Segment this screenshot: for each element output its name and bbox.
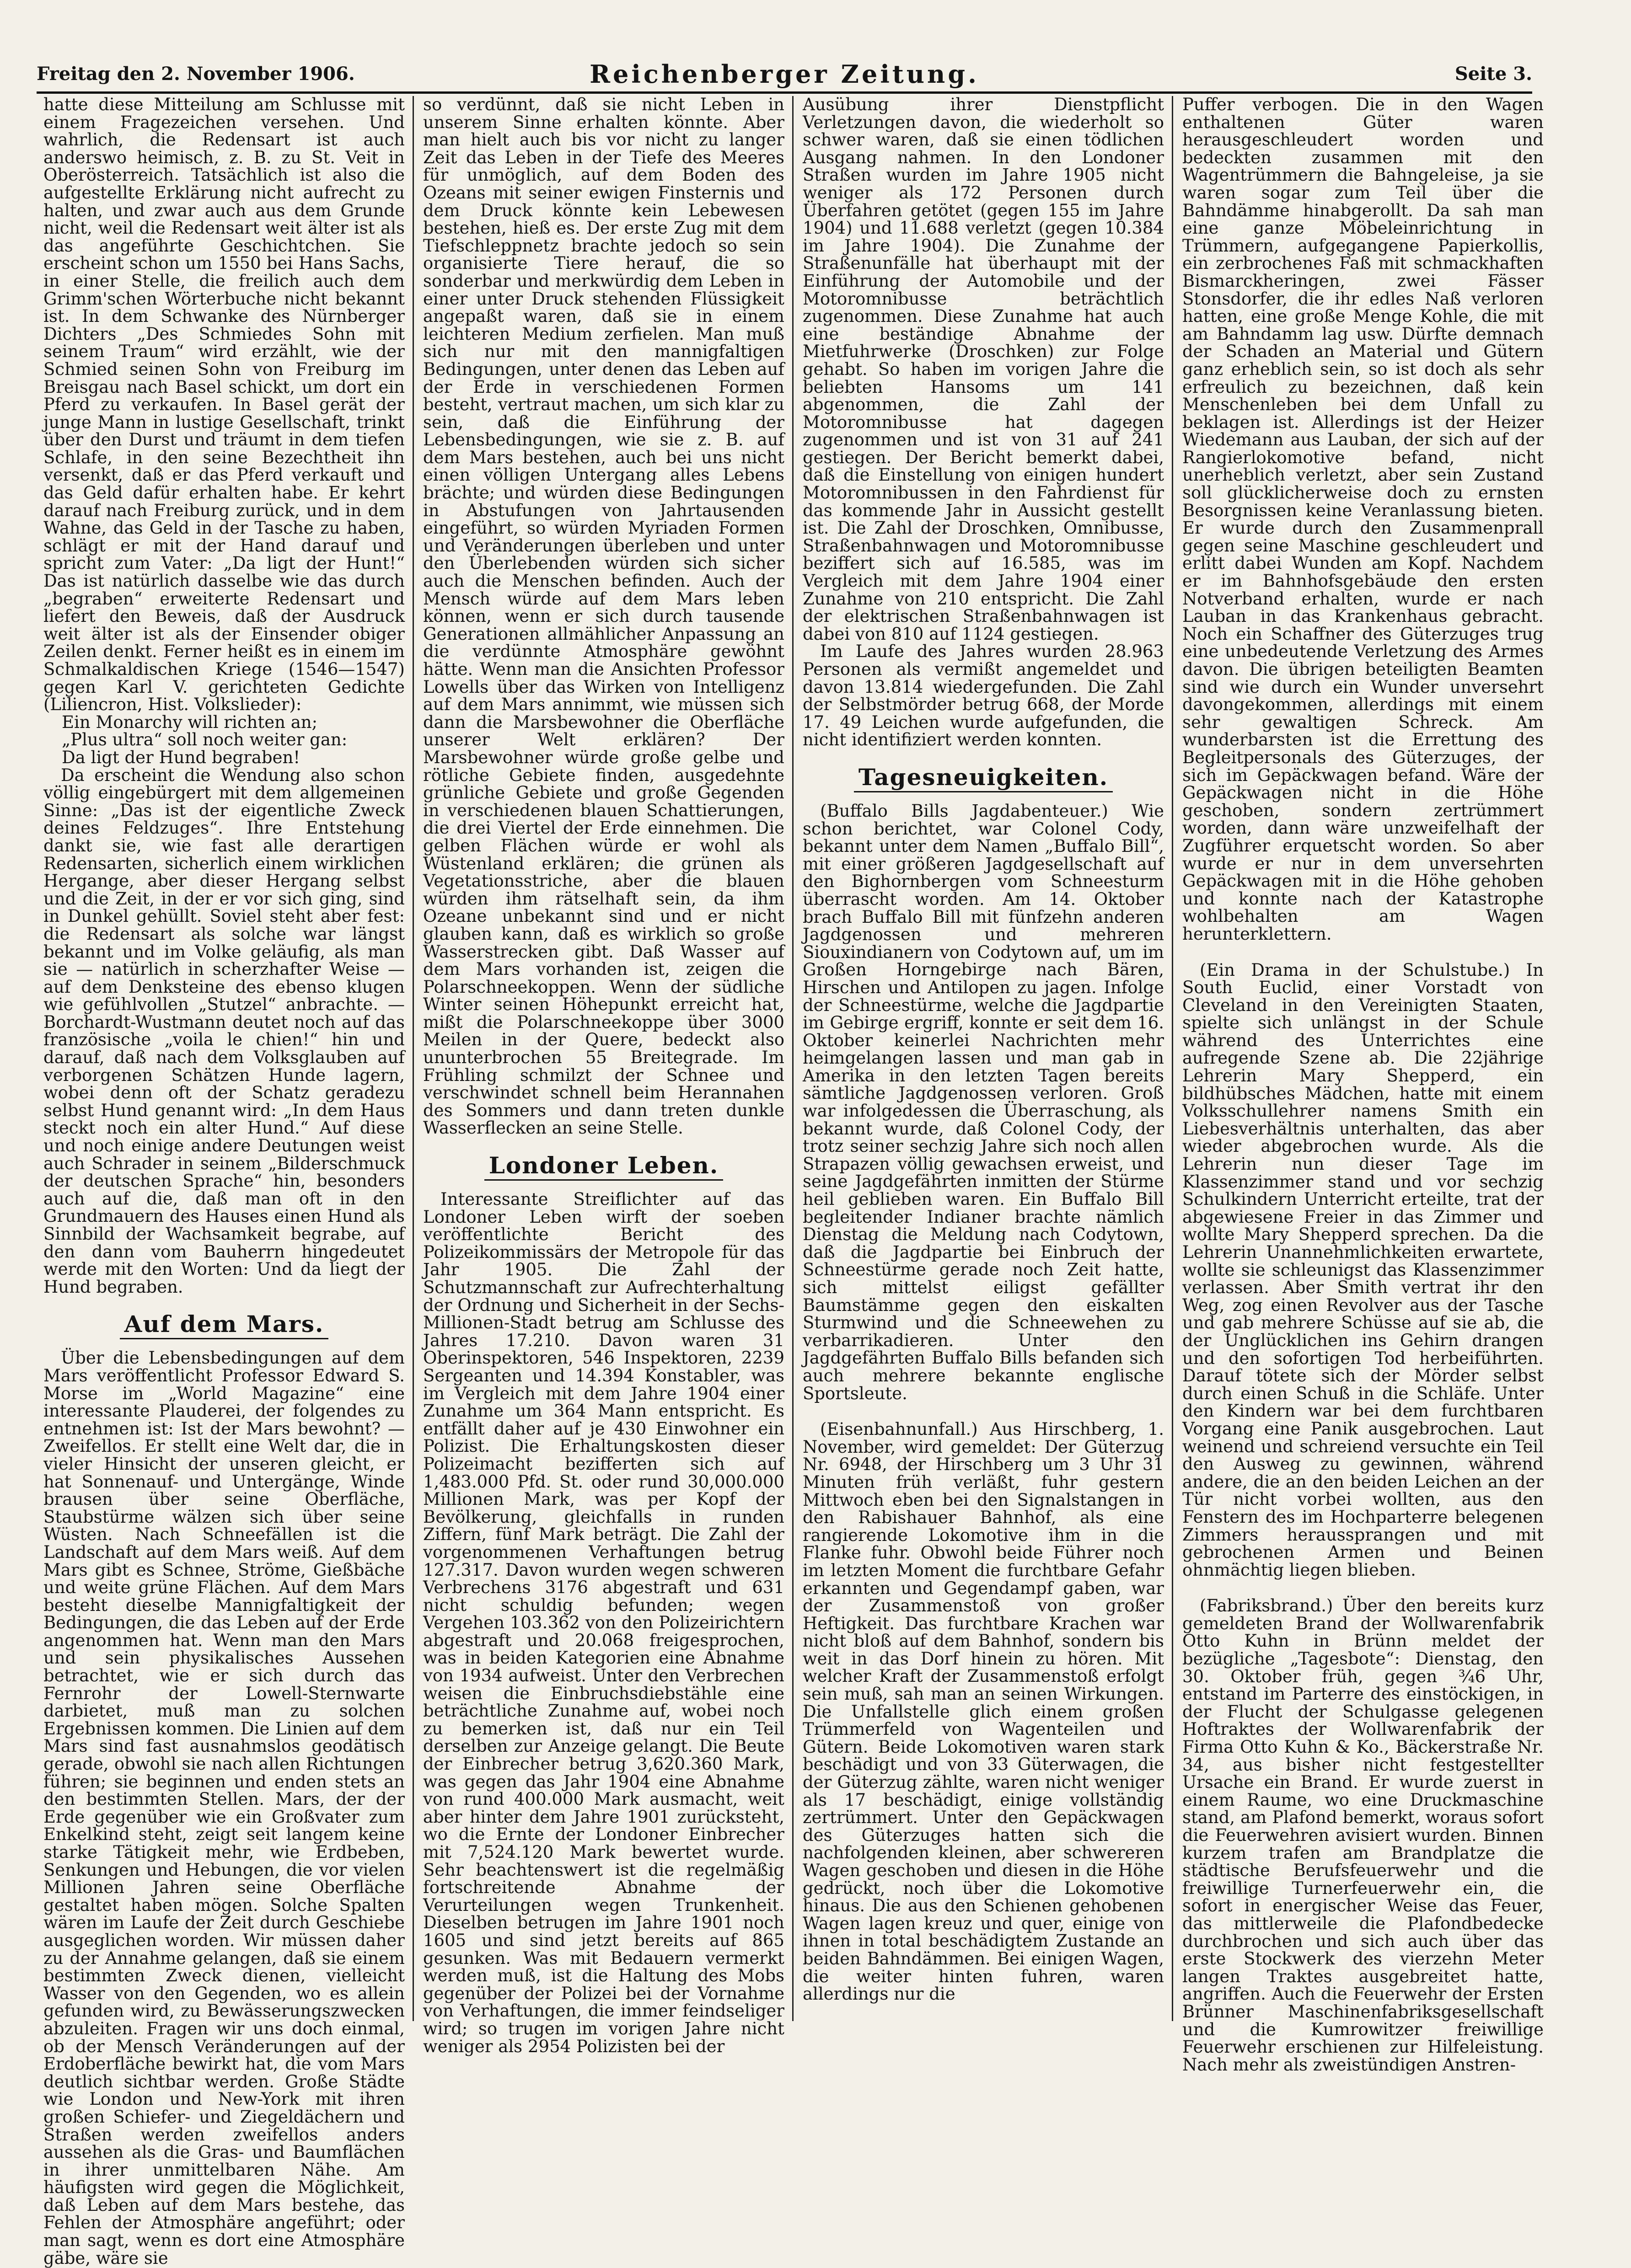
column-divider xyxy=(1172,96,1173,2021)
column-divider xyxy=(792,96,794,2021)
header-rule xyxy=(37,91,1532,94)
header-date: Freitag den 2. November 1906. xyxy=(37,63,355,85)
column-1 xyxy=(43,95,405,2268)
page-header xyxy=(37,59,1532,92)
paragraph: Über die Lebensbedingungen auf dem Mars veröffentlicht Professor Edward S. Morse im „World Magazine“ eine interessante Plauderei, der folgendes zu entnehmen ist: Ist der Mars bewohnt? — Zweifellos. Er stellt eine Welt dar, die in vieler Hinsicht der unseren gleicht, er hat Sonnenauf- und Untergänge, Winde brausen über seine Oberfläche, Staubstürme wälzen sich über seine Wüsten. Nach Schneefällen ist die Landschaft auf dem Mars weiß. Auf dem Mars gibt es Schnee, Ströme, Gießbäche und weite grüne Flächen. Auf dem Mars besteht dieselbe Mannigfaltigkeit der Bedingungen, die das Leben auf der Erde angenommen hat. Wenn man den Mars und sein physikalisches Aussehen betrachtet, wie er sich durch das Fernrohr der Lowell-Sternwarte darbietet, muß man zu solchen Ergebnissen kommen. Die Linien auf dem Mars sind fast ausnahmslos geodätisch gerade, obwohl sie nach allen Richtungen führen; sie beginnen und enden stets an den bestimmten Stellen. Mars, der der Erde gegenüber wie ein Großvater zum Enkelkind steht, zeigt seit langem keine starke Tätigkeit mehr, wie Erdbeben, Senkungen und Hebungen, die vor vielen Millionen Jahren seine Oberfläche gestaltet haben mögen. Solche Spalten wären im Laufe der Zeit durch Geschiebe ausgeglichen worden. Wir müssen daher zu der Annahme gelangen, daß sie einem bestimmten Zweck dienen, vielleicht Wasser von den Gegenden, wo es allein gefunden wird, zu Bewässerungszwecken abzuleiten. Fragen wir uns doch einmal, ob der Mensch Veränderungen auf der Erdoberfläche bewirkt hat, die vom Mars deutlich sichtbar werden. Große Städte wie London und New-York mit ihren großen Schiefer- und Ziegeldächern und Straßen werden zweifellos anders aussehen als die Gras- und Baumflächen in ihrer unmittelbaren Nähe. Am häufigsten wird gegen die Möglichkeit, daß Leben auf dem Mars bestehe, das Fehlen der Atmosphäre angeführt; oder man sagt, wenn es dort eine Atmosphäre gäbe, wäre sie xyxy=(43,1348,405,2268)
verse-line: Da ligt der Hund begraben! xyxy=(62,747,300,767)
section-heading xyxy=(803,765,1164,792)
news-item: (Ein Drama in der Schulstube.) In South Euclid, einer Vorstadt von Cleveland in den Vereinigten Staaten, spielte sich unlängst in der Schule während des Unterrichtes eine aufregende Szene ab. Die 22jährige Lehrerin Mary Shepperd, ein bildhübsches Mädchen, hatte mit einem Volksschullehrer namens Smith ein Liebesverhältnis unterhalten, das aber wieder abgebrochen wurde. Als die Lehrerin nun dieser Tage im Klassenzimmer stand und vor sechzig Schulkindern Unterricht erteilte, trat der abgewiesene Freier in das Zimmer und wollte Mary Shepperd sprechen. Da die Lehrerin Unannehmlichkeiten erwartete, wollte sie schleunigst das Klassenzimmer verlassen. Aber Smith vertrat ihr den Weg, zog einen Revolver aus der Tasche und gab mehrere Schüsse auf sie ab, die der Unglücklichen ins Gehirn drangen und den sofortigen Tod herbeiführten. Darauf tötete sich der Mörder selbst durch einen Schuß in die Schläfe. Unter den Kindern war bei dem furchtbaren Vorgang eine Panik ausgebrochen. Laut weinend und schreiend versuchte ein Teil den Ausweg zu gewinnen, während andere, die an den beiden Leichen an der Tür nicht vorbei wollten, aus den Fenstern des im Hochparterre belegenen Zimmers heraussprangen und mit gebrochenen Armen und Beinen ohnmächtig liegen blieben. xyxy=(1182,960,1544,1580)
item-spacer xyxy=(1182,943,1544,962)
verse-line: „Plus ultra“ soll noch weiter gan: xyxy=(62,730,348,750)
heading-text: Tagesneuigkeiten. xyxy=(854,765,1113,792)
item-spacer xyxy=(803,1402,1164,1421)
column-3 xyxy=(803,96,1164,2030)
paragraph: Da erscheint die Wendung also schon völlig eingebürgert mit dem allgemeinen Sinne: „Das ist der eigentliche Zweck deines Feldzuges“. Ihre Entstehung dankt sie, wie fast alle derartigen Redensarten, sicherlich einem wirklichen Hergange, aber dieser Hergang selbst und die Zeit, in der er vor sich ging, sind in Dunkel gehüllt. Soviel steht aber fest: die Redensart als solche war längst bekannt und im Volke geläufig, als man sie — natürlich in scherzhafter Weise — auf dem Denksteine des ebenso klugen wie gefühlvollen „Stutzel“ anbrachte. — Borchardt-Wustmann deutet noch auf das französische „voila le chien!“ hin und darauf, daß nach dem Volksglauben auf verborgenen Schätzen Hunde lagern, wobei denn oft der Schatz geradezu selbst Hund genannt wird: „In dem Haus steckt noch ein alter Hund.“ Auf diese und noch einige andere Deutungen weist auch Schrader in seinem „Bilderschmuck der deutschen Sprache“ hin, besonders auch auf die, daß man oft in den Grundmauern des Hauses einen Hund als Sinnbild der Wachsamkeit begrabe, auf den dann vom Bauherrn hingedeutet werde mit den Worten: Und da liegt der Hund begraben. xyxy=(43,765,405,1297)
page-number: Seite 3. xyxy=(1454,63,1532,85)
paragraph: so verdünnt, daß sie nicht Leben in unserem Sinne erhalten könnte. Aber man hielt auch bis vor nicht zu langer Zeit das Leben in der Tiefe des Meeres für unmöglich, auf dem Boden des Ozeans mit seiner ewigen Finsternis und dem Druck könnte kein Lebewesen bestehen, hieß es. Der erste Zug mit dem Tiefschleppnetz brachte jedoch so sein organisierte Tiere herauf, die so sonderbar und merkwürdig dem Leben in einer unter Druck stehenden Flüssigkeit angepaßt waren, daß sie in einem leichteren Medium zerfielen. Man muß sich nur mit den mannigfaltigen Bedingungen, unter denen das Leben auf der Erde in verschiedenen Formen besteht, vertraut machen, um sich klar zu sein, daß die Einführung der Lebensbedingungen, wie sie z. B. auf dem Mars bestehen, auch bei uns nicht einen völligen Untergang alles Lebens brächte; und würden diese Bedingungen in Abstufungen von Jahrtausenden eingeführt, so würden Myriaden Formen und Veränderungen überleben und unter den Überlebenden würden sich sicher auch die Menschen befinden. Auch der Mensch würde auf dem Mars leben können, wenn er sich durch tausende Generationen allmählicher Anpassung an die verdünnte Atmosphäre gewöhnt hätte. Wenn man die Ansichten Professor Lowells über das Wirken von Intelligenz auf dem Mars annimmt, wie müssen sich dann die Marsbewohner die Oberfläche unserer Welt erklären? Der Marsbewohner würde große gelbe und rötliche Gebiete finden, ausgedehnte grünliche Gebiete und große Gegenden in verschiedenen blauen Schattierungen, die drei Viertel der Erde einnehmen. Die gelben Flächen würde er wohl als Wüstenland erklären; die grünen als Vegetationsstriche, aber die blauen würden ihm rätselhaft sein, da ihm Ozeane unbekannt sind und er nicht glauben kann, daß es wirklich so große Wasserstrecken gibt. Daß Wasser auf dem Mars vorhanden ist, zeigen die Polarschneekoppen. Wenn der südliche Winter seinen Höhepunkt erreicht hat, mißt die Polarschneekoppe über 3000 Meilen in der Quere, bedeckt also ununterbrochen 55 Breitegrade. Im Frühling schmilzt der Schnee und verschwindet schnell beim Herannahen des Sommers und dann treten dunkle Wasserflecken an seine Stelle. xyxy=(423,95,784,1138)
verse-line: Ein Monarchy will richten an; xyxy=(62,712,318,732)
paragraph: Ausübung ihrer Dienstpflicht Verletzungen davon, die wiederholt so schwer waren, daß sie einen tödlichen Ausgang nahmen. In den Londoner Straßen wurden im Jahre 1905 nicht weniger als 172 Personen durch Überfahren getötet (gegen 155 im Jahre 1904) und 11.688 verletzt (gegen 10.384 im Jahre 1904). Die Zunahme der Straßenunfälle hat überhaupt mit der Einführung der Automobile und der Motoromnibusse beträchtlich zugenommen. Diese Zunahme hat auch eine beständige Abnahme der Mietfuhrwerke (Droschken) zur Folge gehabt. So haben im vorigen Jahre die beliebten Hansoms um 141 abgenommen, die Zahl der Motoromnibusse hat dagegen zugenommen und ist von 31 auf 241 gestiegen. Der Bericht bemerkt dabei, daß die Einstellung von einigen hundert Motoromnibussen in den Fahrdienst für das kommende Jahr in Aussicht gestellt ist. Die Zahl der Droschken, Omnibusse, Straßenbahnwagen und Motoromnibusse beziffert sich auf 16.585, was im Vergleich mit dem Jahre 1904 einer Zunahme von 210 entspricht. Die Zahl der elektrischen Straßenbahnwagen ist dabei von 810 auf 1124 gestiegen. xyxy=(803,95,1164,644)
column-2 xyxy=(423,95,784,2056)
paragraph: Im Laufe des Jahres wurden 28.963 Personen als vermißt angemeldet und davon 13.814 wiedergefunden. Die Zahl der Selbstmörder betrug 668, der Morde 17. 49 Leichen wurde aufgefunden, die nicht identifiziert werden konnten. xyxy=(803,642,1164,750)
column-divider xyxy=(413,96,414,2021)
masthead-title: Reichenberger Zeitung. xyxy=(590,59,979,89)
heading-text: Auf dem Mars. xyxy=(120,1311,329,1339)
column-4 xyxy=(1182,95,1544,2075)
paragraph: Puffer verbogen. Die in den Wagen enthaltenen Güter waren herausgeschleudert worden und bedeckten zusammen mit den Wagentrümmern die Bahngeleise, ja sie waren sogar zum Teil über die Bahndämme hinabgerollt. Da sah man eine ganze Möbeleinrichtung in Trümmern, aufgegangene Papierkollis, ein zerbrochenes Faß mit schmackhaften Bismarckheringen, zwei Fässer Stonsdorfer, die ihr edles Naß verloren hatten, eine große Menge Kohle, die mit am Bahndamm lag usw. Dürfte demnach der Schaden an Material und Gütern ganz erheblich sein, so ist doch als sehr erfreulich zu bezeichnen, daß kein Menschenleben bei dem Unfall zu beklagen ist. Allerdings ist der Heizer Wiedemann aus Lauban, der sich auf der Rangierlokomotive befand, nicht unerheblich verletzt, aber sein Zustand soll glücklicherweise doch zu ernsten Besorgnissen keine Veranlassung bieten. Er wurde durch den Zusammenprall gegen seine Maschine geschleudert und erlitt dabei Wunden am Kopf. Nachdem er im Bahnhofsgebäude den ersten Notverband erhalten, wurde er nach Lauban in das Krankenhaus gebracht. Noch ein Schaffner des Güterzuges trug eine unbedeutende Verletzung des Armes davon. Die übrigen beteiligten Beamten sind wie durch ein Wunder unversehrt davongekommen, allerdings mit einem sehr gewaltigen Schreck. Am wunderbarsten ist die Errettung des Begleitpersonals des Güterzuges, der sich im Gepäckwagen befand. Wäre der Gepäckwagen nicht in die Höhe geschoben, sondern zertrümmert worden, dann wäre unzweifelhaft der Zugführer erquetscht worden. So aber wurde er nur in dem unversehrten Gepäckwagen mit in die Höhe gehoben und konnte nach der Katastrophe wohlbehalten am Wagen herunterklettern. xyxy=(1182,95,1544,944)
item-spacer xyxy=(1182,1579,1544,1597)
news-item: (Buffalo Bills Jagdabenteuer.) Wie schon berichtet, war Colonel Cody, bekannt unter dem Namen „Buffalo Bill“, mit einer größeren Jagdgesellschaft auf den Bighornbergen vom Schneesturm überrascht worden. Am 14. Oktober brach Buffalo Bill mit fünfzehn anderen Jagdgenossen und mehreren Siouxindianern von Codytown auf, um im Großen Horngebirge nach Bären, Hirschen und Antilopen zu jagen. Infolge der Schneestürme, welche die Jagdpartie im Gebirge ergriff, konnte er seit dem 16. Oktober keinerlei Nachrichten mehr heimgelangen lassen und man gab in Amerika in den letzten Tagen bereits sämtliche Jagdgenossen verloren. Groß war infolgedessen die Überraschung, als bekannt wurde, daß Colonel Cody, der trotz seiner sechzig Jahre sich noch allen Strapazen völlig gewachsen erweist, und seine Jagdgefährten inmitten der Stürme heil geblieben waren. Ein Buffalo Bill begleitender Indianer brachte nämlich Dienstag die Meldung nach Codytown, daß die Jagdpartie bei Einbruch der Schneestürme gerade noch Zeit hatte, sich mittelst eiligst gefällter Baumstämme gegen den eiskalten Sturmwind und die Schneewehen zu verbarrikadieren. Unter den Jagdgefährten Buffalo Bills befanden sich auch mehrere bekannte englische Sportsleute. xyxy=(803,801,1164,1403)
article-heading xyxy=(423,1153,784,1181)
article-heading xyxy=(43,1311,405,1339)
news-item: (Fabriksbrand.) Über den bereits kurz gemeldeten Brand der Wollwarenfabrik Otto Kuhn in Brünn meldet der bezügliche „Tagesbote“: Dienstag, den 30. Oktober früh, gegen ¾6 Uhr, entstand im Parterre des einstöckigen, in der Flucht der Schulgasse gelegenen Hoftraktes der Wollwarenfabrik der Firma Otto Kuhn & Ko., Bäckerstraße Nr. 34, aus bisher nicht festgestellter Ursache ein Brand. Er wurde zuerst in einem Raume, wo eine Druckmaschine stand, am Plafond bemerkt, woraus sofort die Feuerwehren avisiert wurden. Binnen kurzem trafen am Brandplatze die städtische Berufsfeuerwehr und die freiwillige Turnerfeuerwehr ein, die sofort in energischer Weise das Feuer, das mittlerweile die Plafondbedecke durchbrochen und sich auch über das erste Stockwerk des vierzehn Meter langen Traktes ausgebreitet hatte, angriffen. Auch die Feuerwehr der Ersten Brünner Maschinenfabriksgesellschaft und die Kumrowitzer freiwillige Feuerwehr erschienen zur Hilfeleistung. Nach mehr als zweistündigen Anstren- xyxy=(1182,1596,1544,2075)
news-item: (Eisenbahnunfall.) Aus Hirschberg, 1. November, wird gemeldet: Der Güterzug Nr. 6948, der Hirschberg um 3 Uhr 31 Minuten früh verläßt, fuhr gestern Mittwoch eben bei den Signalstangen in den Rabishauer Bahnhof, als eine rangierende Lokomotive ihm in die Flanke fuhr. Obwohl beide Führer noch im letzten Moment die furchtbare Gefahr erkannten und Gegendampf gaben, war der Zusammenstoß von großer Heftigkeit. Das furchtbare Krachen war nicht bloß auf dem Bahnhof, sondern bis weit in das Dorf hinein zu hören. Mit welcher Kraft der Zusammenstoß erfolgt sein muß, sah man an seinen Wirkungen. Die Unfallstelle glich einem großen Trümmerfeld von Wagenteilen und Gütern. Beide Lokomotiven waren stark beschädigt und von 33 Güterwagen, die der Güterzug zählte, waren nicht weniger als 17 beschädigt, einige vollständig zertrümmert. Unter den Gepäckwagen des Güterzuges hatten sich die nachfolgenden kleinen, aber schwereren Wagen geschoben und diesen in die Höhe gedrückt, noch über die Lokomotive hinaus. Die aus den Schienen gehobenen Wagen lagen kreuz und quer, einige von ihnen in total beschädigtem Zustande an beiden Bahndämmen. Bei einigen Wagen, die weiter hinten fuhren, waren allerdings nur die xyxy=(803,1419,1164,2004)
paragraph: Interessante Streiflichter auf das Londoner Leben wirft der soeben veröffentlichte Bericht des Polizeikommissärs der Metropole für das Jahr 1905. Die Zahl der Schutzmannschaft zur Aufrechterhaltung der Ordnung und Sicherheit in der Sechs-Millionen-Stadt betrug am Schlusse des Jahres 17.210. Davon waren 31 Oberinspektoren, 546 Inspektoren, 2239 Sergeanten und 14.394 Konstabler, was im Vergleich mit dem Jahre 1904 einer Zunahme um 364 Mann entspricht. Es entfällt daher auf je 430 Einwohner ein Polizist. Die Erhaltungskosten dieser Polizeimacht bezifferten sich auf 1,483.000 Pfd. St. oder rund 30,000.000 Millionen Mark, was per Kopf der Bevölkerung, gleichfalls in runden Ziffern, fünf Mark beträgt. Die Zahl der vorgenommenen Verhaftungen betrug 127.317. Davon wurden wegen schweren Verbrechens 3176 abgestraft und 631 nicht schuldig befunden; wegen Vergehen 103.362 von den Polizeirichtern abgestraft und 20.068 freigesprochen, was in beiden Kategorien eine Abnahme von 1934 aufweist. Unter den Verbrechen weisen die Einbruchsdiebstähle eine beträchtliche Zunahme auf, wobei noch zu bemerken ist, daß nur ein Teil derselben zur Anzeige gelangt. Die Beute der Einbrecher betrug 3,620.360 Mark, was gegen das Jahr 1904 eine Abnahme von rund 400.000 Mark ausmacht, weit aber hinter dem Jahre 1901 zurücksteht, wo die Ernte der Londoner Einbrecher mit 7,524.120 Mark bewertet wurde. Sehr beachtenswert ist die regelmäßig fortschreitende Abnahme der Verurteilungen wegen Trunkenheit. Dieselben betrugen im Jahre 1901 noch 1605 und sind jetzt bereits auf 865 gesunken. Was mit Bedauern vermerkt werden muß, ist die Haltung des Mobs gegenüber der Polizei bei der Vornahme von Verhaftungen, die immer feindseliger wird; so trugen im vorigen Jahre nicht weniger als 2954 Polizisten bei der xyxy=(423,1189,784,2056)
heading-text: Londoner Leben. xyxy=(484,1153,724,1181)
paragraph: hatte diese Mitteilung am Schlusse mit einem Fragezeichen versehen. Und wahrlich, die Redensart ist auch anderswo heimisch, z. B. zu St. Veit in Oberösterreich. Tatsächlich ist also die aufgestellte Erklärung nicht aufrecht zu halten, und zwar auch aus dem Grunde nicht, weil die Redensart weit älter ist als das angeführte Geschichtchen. Sie erscheint schon um 1550 bei Hans Sachs, in einer Stelle, die freilich auch dem Grimm'schen Wörterbuche nicht bekannt ist. In dem Schwanke des Nürnberger Dichters „Des Schmiedes Sohn mit seinem Traum“ wird erzählt, wie der Schmied seinen Sohn von Freiburg im Breisgau nach Basel schickt, um dort ein Pferd zu verkaufen. In Basel gerät der junge Mann in lustige Gesellschaft, trinkt über den Durst und träumt in dem tiefen Schlafe, in den seine Bezechtheit ihn versenkt, daß er das Pferd verkauft und das Geld dafür erhalten habe. Er kehrt darauf nach Freiburg zurück, und in dem Wahne, das Geld in der Tasche zu haben, schlägt er mit der Hand darauf und spricht zum Vater: „Da ligt der Hunt!“ Das ist natürlich dasselbe wie das durch „begraben“ erweiterte Redensart und liefert den Beweis, daß der Ausdruck weit älter ist als der Einsender obiger Zeilen denkt. Ferner heißt es in einem im Schmalkaldischen Kriege (1546—1547) gegen Karl V. gerichteten Gedichte (Liliencron, Hist. Volkslieder): xyxy=(43,95,405,715)
